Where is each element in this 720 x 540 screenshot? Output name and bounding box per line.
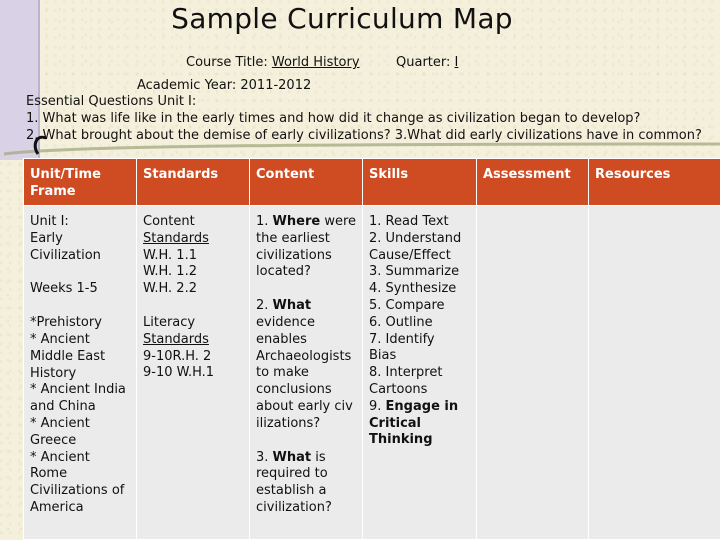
content-question-3 [256,450,356,467]
standards-line: W.H. 1.1 [143,247,197,263]
skills-line: Thinking [369,432,433,448]
academic-year: Academic Year: 2011-2012 [137,78,312,93]
unit-topic: Civilizations of [30,483,125,499]
content-line: evidence [256,314,315,330]
content-line: ilizations? [256,415,321,431]
unit-weeks: Weeks 1-5 [30,281,98,297]
content-line: the earliest [256,230,330,246]
unit-topic: * Ancient India [30,382,126,398]
question-text: were [320,214,357,229]
content-line: located? [256,264,311,280]
quarter-line [396,55,458,70]
literacy-line: 9-10R.H. 2 [143,348,212,364]
cell-unit [24,206,137,540]
question-number: 1. [256,214,269,229]
question-keyword: What [272,449,312,465]
unit-topic: Greece [30,432,77,448]
content-line: to make [256,365,309,381]
unit-topic: America [30,499,84,515]
quarter-label: Quarter: [396,55,455,70]
cell-content [250,206,363,540]
content-question-1 [256,214,356,231]
unit-topic: * Ancient Rome [30,449,90,482]
content-line: civilization? [256,499,332,515]
unit-topic: * Ancient [30,415,90,431]
skills-line: 1. Read Text [369,214,449,229]
skill-number: 9. [369,398,382,414]
skill-bold: Engage in [385,398,459,414]
content-line: enables [256,331,307,347]
table-row [24,206,720,540]
cell-assessment [477,206,589,540]
curriculum-table [23,158,720,540]
standards-line: Standards [143,230,209,246]
skills-line: 7. Identify [369,331,435,347]
standards-line: W.H. 2.2 [143,281,197,297]
unit-line: Early [30,230,63,246]
course-title-line [186,55,360,70]
skills-line: Critical [369,415,422,431]
unit-topic: History [30,365,77,381]
unit-topic: * Ancient [30,331,90,347]
content-line: required to [256,466,328,482]
skills-line: 4. Synthesize [369,281,457,297]
skills-line: 8. Interpret [369,365,443,381]
content-question-2 [256,298,356,315]
essential-question-1: 1. What was life like in the early times and how did it change as civilization began to develop? [26,111,641,126]
essential-questions-heading: Essential Questions Unit I: [26,94,197,109]
cell-skills [363,206,477,540]
skills-line: Bias [369,348,397,364]
content-line: establish a [256,483,327,499]
content-line: civilizations [256,247,332,263]
essential-question-2: 2. What brought about the demise of early civilizations? 3.What did early civilizations have in common? [26,128,702,143]
standards-line: Content [143,214,195,229]
course-title-value: World History [271,55,360,70]
question-text: is [311,449,326,465]
question-keyword: What [272,298,312,314]
literacy-line: Literacy [143,314,196,330]
cell-standards [137,206,250,540]
standards-line: W.H. 1.2 [143,264,197,280]
skills-line: 3. Summarize [369,264,460,280]
header-assessment: Assessment [477,159,589,206]
skills-line: 2. Understand [369,230,462,246]
header-skills: Skills [363,159,477,206]
course-title-label: Course Title: [186,55,272,70]
unit-line: Unit I: [30,214,69,229]
header-standards: Standards [137,159,250,206]
page-title: Sample Curriculum Map [171,2,513,35]
question-number: 3. [256,449,269,465]
unit-topic: and China [30,399,96,415]
unit-topic: *Prehistory [30,315,102,331]
content-line: Archaeologists [256,348,352,364]
skills-line: Cause/Effect [369,247,451,263]
skills-line [369,399,470,416]
skills-line: Cartoons [369,381,428,397]
quarter-value: I [454,55,459,70]
content-line: about early civ [256,398,353,414]
literacy-line: 9-10 W.H.1 [143,365,215,381]
unit-topic: Middle East [30,348,106,364]
question-keyword: Where [272,214,321,229]
unit-line: Civilization [30,247,101,263]
question-number: 2. [256,298,269,314]
header-unit-time-frame: Unit/Time Frame [24,159,137,206]
content-line: conclusions [256,382,332,398]
header-resources: Resources [589,159,720,206]
skills-line: 6. Outline [369,314,433,330]
cell-resources [589,206,720,540]
literacy-line: Standards [143,331,209,347]
skills-line: 5. Compare [369,297,445,313]
header-content: Content [250,159,363,206]
table-header-row [24,159,720,206]
